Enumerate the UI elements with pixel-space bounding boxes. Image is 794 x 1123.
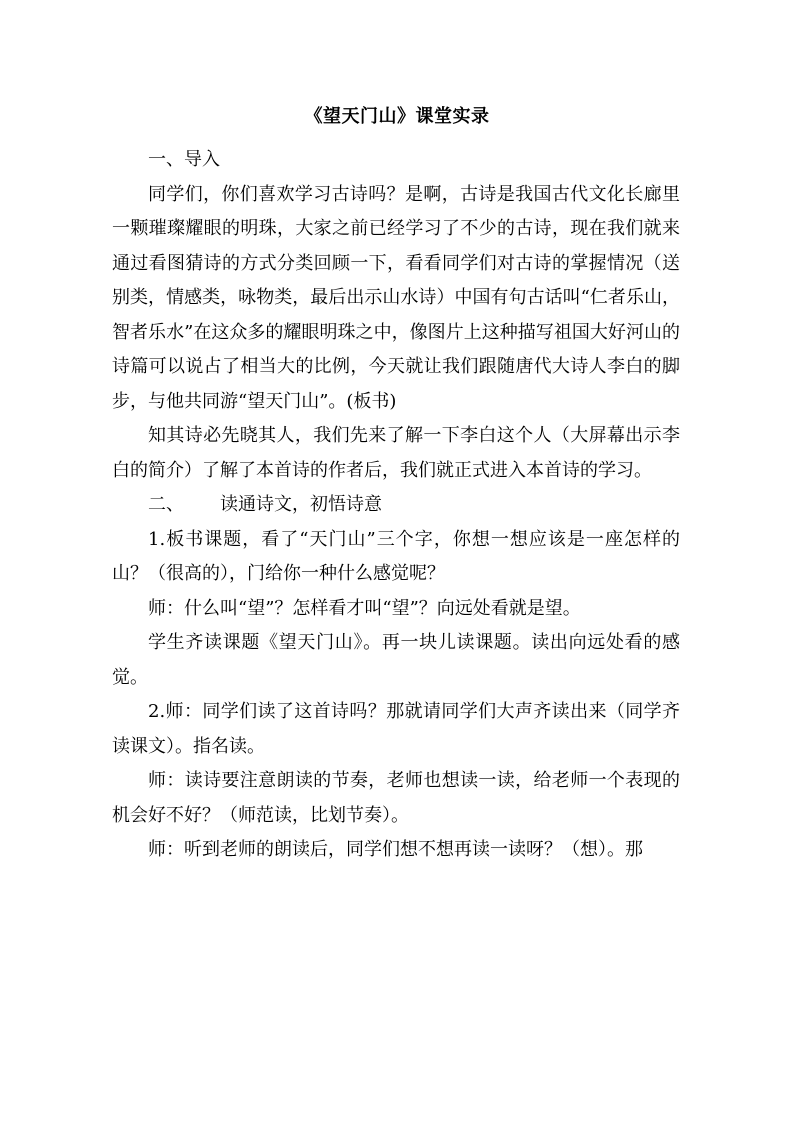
section-number: 二、 xyxy=(148,494,184,515)
paragraph-reread: 师：听到老师的朗读后，同学们想不想再读一读呀？（想）。那 xyxy=(148,839,643,860)
paragraph-rhythm: 师：读诗要注意朗读的节奏，老师也想读一读，给老师一个表现的机会好不好？（师范读，比划节奏）。 xyxy=(112,770,680,826)
paragraph-wang-meaning: 师：什么叫“望”？怎样看才叫“望”？向远处看就是望。 xyxy=(148,597,581,619)
section-heading-intro: 一、导入 xyxy=(148,149,220,170)
paragraph-read-title: 学生齐读课题《望天门山》。再一块儿读课题。读出向远处看的感觉。 xyxy=(112,632,680,688)
document-title: 《望天门山》课堂实录 xyxy=(304,106,490,127)
document-body xyxy=(112,143,680,868)
paragraph-intro: 同学们，你们喜欢学习古诗吗？是啊，古诗是我国古代文化长廊里一颗璀璨耀眼的明珠，大家之前已经学习了不少的古诗，现在我们就来通过看图猜诗的方式分类回顾一下，看看同学们对古诗的掌握情况（送别类，情感类，咏物类，最后出示山水诗）中国有句古话叫“仁者乐山，智者乐水”在这众多的耀眼明珠之中，像图片上这种描写祖国大好河山的诗篇可以说占了相当大的比例，今天就让我们跟随唐代大诗人李白的脚步，与他共同游“望天门山”。(板书) xyxy=(112,183,680,412)
section-heading-text: 读通诗文，初悟诗意 xyxy=(220,494,382,515)
paragraph-title-board: 1.板书课题，看了“天门山”三个字，你想一想应该是一座怎样的山？（很高的），门给你一种什么感觉呢？ xyxy=(112,528,680,584)
paragraph-li-bai: 知其诗必先晓其人，我们先来了解一下李白这个人（大屏幕出示李白的简介）了解了本首诗的作者后，我们就正式进入本首诗的学习。 xyxy=(112,425,680,481)
paragraph-read-poem: 2.师：同学们读了这首诗吗？那就请同学们大声齐读出来（同学齐读课文）。指名读。 xyxy=(112,701,680,757)
section-heading-reading xyxy=(112,488,680,523)
